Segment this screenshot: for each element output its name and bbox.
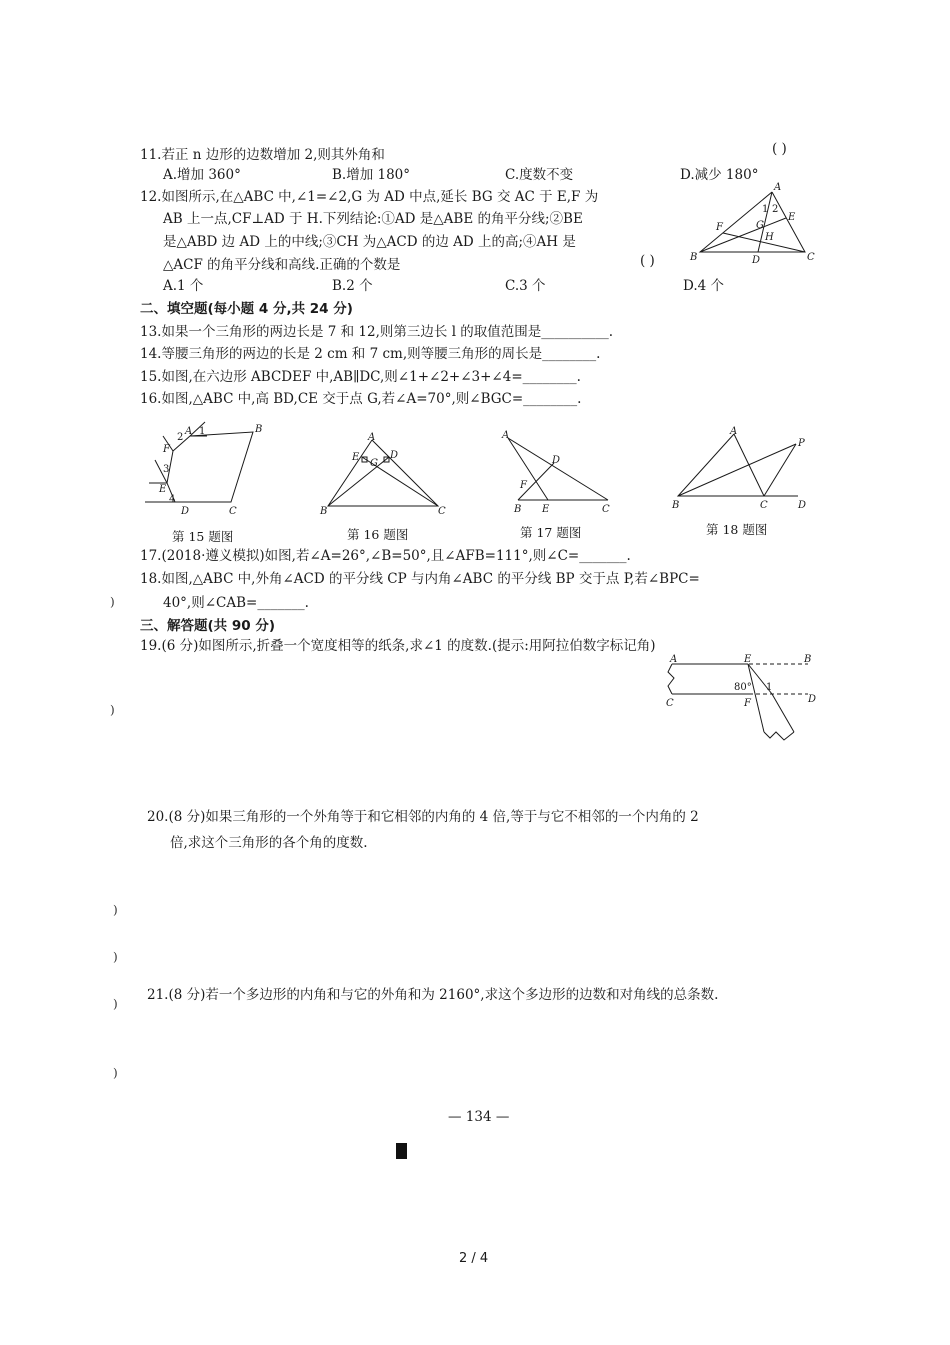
margin-mark: ) — [113, 997, 118, 1011]
label-b: B — [690, 252, 698, 263]
label-h: H — [765, 232, 774, 243]
label-f: F — [520, 480, 527, 491]
label-b: B — [514, 504, 522, 515]
q12-line-4: △ACF 的角平分线和高线.正确的个数是 — [163, 257, 401, 273]
figure-15-hexagon — [145, 418, 275, 518]
q20-line-2: 倍,求这个三角形的各个角的度数. — [170, 835, 368, 851]
figure-18-caption: 第 18 题图 — [706, 522, 768, 537]
q11-option-b: B.增加 180° — [332, 167, 411, 183]
label-c: C — [438, 506, 446, 517]
label-c: C — [602, 504, 610, 515]
figure-17-triangles — [498, 428, 628, 518]
q12-option-c: C.3 个 — [505, 278, 546, 294]
label-d: D — [181, 506, 190, 517]
angle-2-label: 2 — [177, 432, 184, 443]
label-e: E — [159, 484, 167, 495]
angle-3-label: 3 — [163, 464, 170, 475]
label-a: A — [774, 182, 782, 193]
label-c: C — [666, 698, 674, 709]
label-a: A — [368, 432, 376, 443]
margin-mark: ) — [113, 950, 118, 964]
angle-2-label: 2 — [772, 204, 779, 215]
q12-triangle-figure — [690, 180, 820, 270]
label-b: B — [672, 500, 680, 511]
label-a: A — [185, 426, 193, 437]
label-d: D — [752, 255, 761, 266]
label-b: B — [255, 424, 263, 435]
q19-folded-strip-figure — [660, 652, 820, 744]
figure-18-triangle — [672, 424, 812, 514]
scan-mark — [396, 1143, 407, 1159]
label-a: A — [670, 654, 678, 665]
q12-option-b: B.2 个 — [332, 278, 373, 294]
angle-1-label: 1 — [766, 682, 773, 693]
q11-option-a: A.增加 360° — [163, 167, 241, 183]
q12-option-a: A.1 个 — [163, 278, 204, 294]
label-e: E — [542, 504, 550, 515]
angle-1-label: 1 — [199, 426, 206, 437]
q12-line-3: 是△ABD 边 AD 上的中线;③CH 为△ACD 的边 AD 上的高;④AH 是 — [163, 234, 576, 250]
margin-mark: ) — [113, 1066, 118, 1080]
angle-4-label: 4 — [169, 494, 176, 505]
label-d: D — [798, 500, 807, 511]
q16-text: 16.如图,△ABC 中,高 BD,CE 交于点 G,若∠A=70°,则∠BGC=________. — [140, 391, 582, 407]
q11-stem: 11.若正 n 边形的边数增加 2,则其外角和 — [140, 147, 385, 163]
q14-text: 14.等腰三角形的两边的长是 2 cm 和 7 cm,则等腰三角形的周长是________. — [140, 346, 601, 362]
q12-line-1: 12.如图所示,在△ABC 中,∠1=∠2,G 为 AD 中点,延长 BG 交 AC 于 E,F 为 — [140, 189, 599, 205]
margin-mark: ) — [113, 903, 118, 917]
page-number: — 134 — — [448, 1109, 510, 1125]
q12-answer-paren: ( ) — [640, 253, 655, 269]
label-g: G — [756, 220, 764, 231]
label-e: E — [744, 654, 752, 665]
margin-mark: ) — [110, 595, 115, 609]
label-b: B — [804, 654, 812, 665]
label-b: B — [320, 506, 328, 517]
q11-option-c: C.度数不变 — [505, 167, 574, 183]
label-c: C — [760, 500, 768, 511]
q11-option-d: D.减少 180° — [680, 167, 759, 183]
label-d: D — [552, 455, 561, 466]
q12-option-d: D.4 个 — [683, 278, 725, 294]
q20-line-1: 20.(8 分)如果三角形的一个外角等于和它相邻的内角的 4 倍,等于与它不相邻的一个内角的 2 — [147, 809, 699, 825]
q13-text: 13.如果一个三角形的两边长是 7 和 12,则第三边长 l 的取值范围是__________. — [140, 324, 614, 340]
label-f: F — [716, 222, 723, 233]
q19-text: 19.(6 分)如图所示,折叠一个宽度相等的纸条,求∠1 的度数.(提示:用阿拉伯数字标记角) — [140, 638, 656, 654]
q12-line-2: AB 上一点,CF⊥AD 于 H.下列结论:①AD 是△ABE 的角平分线;②BE — [163, 211, 583, 227]
pager: 2 / 4 — [459, 1251, 489, 1266]
q15-text: 15.如图,在六边形 ABCDEF 中,AB∥DC,则∠1+∠2+∠3+∠4=________. — [140, 369, 581, 385]
label-d: D — [390, 450, 399, 461]
label-a: A — [502, 430, 510, 441]
angle-1-label: 1 — [762, 204, 769, 215]
label-f: F — [744, 698, 751, 709]
label-c: C — [229, 506, 237, 517]
q11-answer-paren: ( ) — [772, 141, 787, 157]
label-g: G — [370, 458, 378, 469]
label-e: E — [788, 212, 796, 223]
label-a: A — [730, 426, 738, 437]
section-2-heading: 二、填空题(每小题 4 分,共 24 分) — [140, 301, 353, 317]
angle-80-label: 80° — [734, 682, 752, 693]
figure-16-triangle — [318, 430, 448, 520]
label-p: P — [798, 438, 805, 449]
label-d: D — [808, 694, 817, 705]
q21-text: 21.(8 分)若一个多边形的内角和与它的外角和为 2160°,求这个多边形的边数和对角线的总条数. — [147, 987, 719, 1003]
section-3-heading: 三、解答题(共 90 分) — [140, 618, 276, 634]
label-e: E — [352, 452, 360, 463]
margin-mark: ) — [110, 703, 115, 717]
label-f: F — [163, 444, 170, 455]
figure-17-caption: 第 17 题图 — [520, 525, 582, 540]
q18-line-1: 18.如图,△ABC 中,外角∠ACD 的平分线 CP 与内角∠ABC 的平分线 BP 交于点 P,若∠BPC= — [140, 571, 700, 587]
figure-16-caption: 第 16 题图 — [347, 527, 409, 542]
label-c: C — [807, 252, 815, 263]
figure-15-caption: 第 15 题图 — [172, 529, 234, 544]
q17-text: 17.(2018·遵义模拟)如图,若∠A=26°,∠B=50°,且∠AFB=111°,则∠C=_______. — [140, 548, 631, 564]
q18-line-2: 40°,则∠CAB=_______. — [163, 595, 309, 611]
